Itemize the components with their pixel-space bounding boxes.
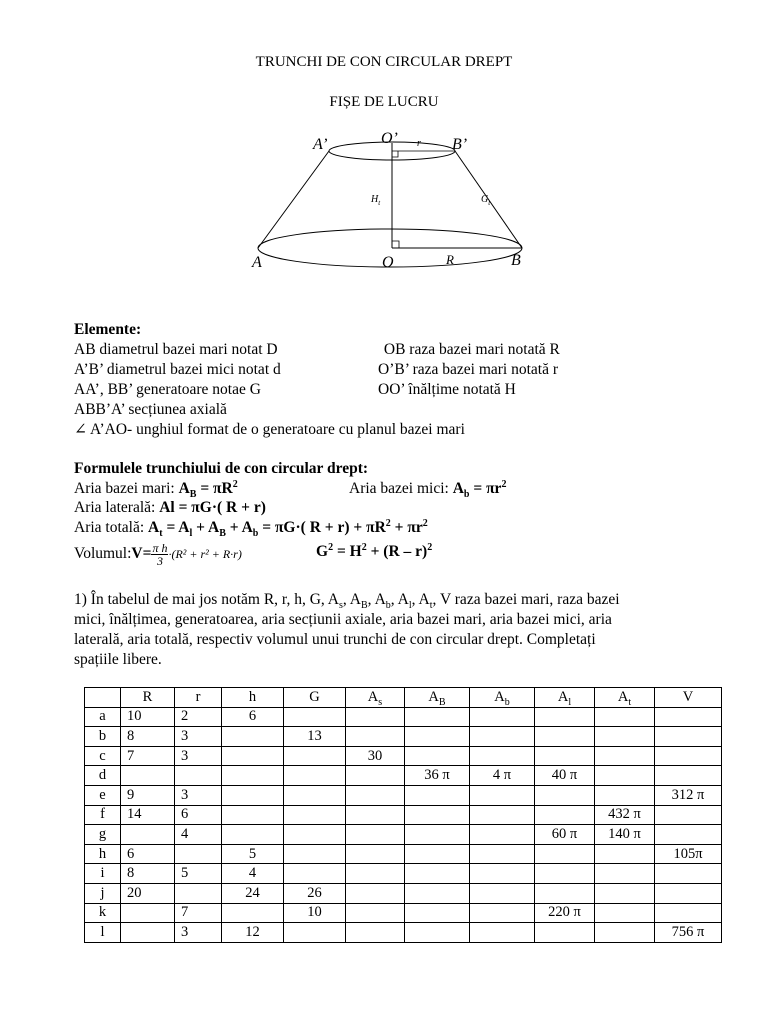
element-line-3: AA’, BB’ generatoare notae G bbox=[74, 381, 261, 398]
table-cell[interactable] bbox=[222, 805, 284, 825]
table-cell[interactable] bbox=[284, 864, 346, 884]
table-cell[interactable] bbox=[222, 785, 284, 805]
table-cell[interactable] bbox=[655, 707, 722, 727]
table-cell[interactable]: 756 π bbox=[655, 923, 722, 943]
exercise-line-1: 1) În tabelul de mai jos notăm R, r, h, G, $A_s$, $A_B$, $A_b$, $A_l$, $A_t$, V raza bazei mari, raza bazei bbox=[74, 591, 620, 612]
formula-total: Aria totală: $A_t = A_l + A_B + A_b = \pi G\cdot$( $R + r) + \pi R^2 + \pi r^2$ bbox=[74, 517, 428, 540]
table-row bbox=[85, 805, 722, 825]
table-cell[interactable]: 5 bbox=[222, 844, 284, 864]
table-cell[interactable]: 8 bbox=[121, 727, 175, 747]
table-cell[interactable] bbox=[595, 903, 655, 923]
table-cell[interactable] bbox=[655, 766, 722, 786]
table-cell[interactable] bbox=[346, 844, 405, 864]
table-cell[interactable] bbox=[595, 785, 655, 805]
table-cell[interactable] bbox=[470, 805, 535, 825]
table-cell[interactable] bbox=[405, 785, 470, 805]
label-a: A bbox=[252, 254, 262, 271]
table-header-cell: $A_B$ bbox=[405, 688, 470, 708]
table-cell[interactable] bbox=[346, 727, 405, 747]
table-header-cell: $A_s$ bbox=[346, 688, 405, 708]
right-angle-top bbox=[392, 151, 398, 157]
table-header-row bbox=[85, 688, 722, 708]
table-cell[interactable]: 140 π bbox=[595, 825, 655, 845]
table-cell[interactable] bbox=[535, 923, 595, 943]
table-cell[interactable]: 40 π bbox=[535, 766, 595, 786]
table-cell[interactable] bbox=[405, 923, 470, 943]
formula-generator: $G^2 = H^2 + (R - r)^2$ bbox=[316, 541, 433, 560]
table-cell[interactable] bbox=[284, 746, 346, 766]
document-subtitle: FIȘE DE LUCRU bbox=[329, 94, 439, 110]
table-cell[interactable] bbox=[405, 844, 470, 864]
table-cell[interactable]: 7 bbox=[121, 746, 175, 766]
table-cell[interactable]: 4 bbox=[222, 864, 284, 884]
element-line-4: ABB’A’ secțiunea axială bbox=[74, 401, 227, 418]
table-cell[interactable]: 4 bbox=[175, 825, 222, 845]
table-cell[interactable] bbox=[346, 923, 405, 943]
table-cell[interactable] bbox=[655, 727, 722, 747]
label-o: O bbox=[382, 254, 394, 271]
table-cell[interactable]: 7 bbox=[175, 903, 222, 923]
table-cell[interactable] bbox=[470, 923, 535, 943]
table-row bbox=[85, 727, 722, 747]
table-row-label: f bbox=[85, 805, 121, 825]
table-cell[interactable] bbox=[121, 903, 175, 923]
table-cell[interactable] bbox=[405, 864, 470, 884]
table-cell[interactable]: 30 bbox=[346, 746, 405, 766]
table-cell[interactable]: 220 π bbox=[535, 903, 595, 923]
table-cell[interactable]: 26 bbox=[284, 883, 346, 903]
table-row-label: g bbox=[85, 825, 121, 845]
table-cell[interactable] bbox=[595, 766, 655, 786]
table-cell[interactable]: 8 bbox=[121, 864, 175, 884]
element-line-1: AB diametrul bazei mari notat D bbox=[74, 341, 278, 358]
table-cell[interactable] bbox=[655, 805, 722, 825]
table-header-cell bbox=[85, 688, 121, 708]
table-cell[interactable]: 6 bbox=[121, 844, 175, 864]
table-row-label: d bbox=[85, 766, 121, 786]
table-row bbox=[85, 825, 722, 845]
table-cell[interactable]: 6 bbox=[175, 805, 222, 825]
table-cell[interactable] bbox=[222, 825, 284, 845]
table-cell[interactable]: 14 bbox=[121, 805, 175, 825]
table-row bbox=[85, 766, 722, 786]
table-cell[interactable]: 3 bbox=[175, 785, 222, 805]
table-cell[interactable] bbox=[535, 805, 595, 825]
formula-base-big: Aria bazei mari: $A_B = \pi R^2$ bbox=[74, 478, 238, 501]
volume-expression: ·(R² + r² + R·r) bbox=[168, 547, 242, 561]
table-cell[interactable] bbox=[284, 805, 346, 825]
table-cell[interactable] bbox=[175, 883, 222, 903]
table-cell[interactable] bbox=[470, 903, 535, 923]
exercise-table bbox=[84, 687, 722, 943]
table-cell[interactable]: 24 bbox=[222, 883, 284, 903]
table-header-cell: G bbox=[284, 688, 346, 708]
table-cell[interactable] bbox=[595, 746, 655, 766]
table-cell[interactable] bbox=[655, 825, 722, 845]
table-cell[interactable]: 60 π bbox=[535, 825, 595, 845]
table-header-cell: $A_b$ bbox=[470, 688, 535, 708]
table-row bbox=[85, 707, 722, 727]
table-cell[interactable]: 2 bbox=[175, 707, 222, 727]
table-cell[interactable] bbox=[405, 707, 470, 727]
table-cell[interactable]: 5 bbox=[175, 864, 222, 884]
element-right-line-2: O’B’ raza bazei mari notată r bbox=[378, 361, 559, 378]
table-cell[interactable] bbox=[405, 805, 470, 825]
table-cell[interactable]: 4 π bbox=[470, 766, 535, 786]
table-cell[interactable] bbox=[222, 727, 284, 747]
label-r-big: R bbox=[446, 252, 454, 267]
table-cell[interactable] bbox=[284, 844, 346, 864]
table-cell[interactable] bbox=[595, 707, 655, 727]
table-cell[interactable] bbox=[405, 727, 470, 747]
volume-fraction: $\frac{\text{π h}}{3}$ bbox=[152, 540, 168, 568]
table-cell[interactable] bbox=[655, 746, 722, 766]
table-row-label: e bbox=[85, 785, 121, 805]
generator-left bbox=[258, 151, 329, 248]
label-r-small: r bbox=[417, 138, 421, 149]
label-b: B bbox=[511, 252, 521, 269]
table-cell[interactable] bbox=[346, 785, 405, 805]
table-cell[interactable] bbox=[470, 727, 535, 747]
table-cell[interactable] bbox=[121, 766, 175, 786]
table-cell[interactable] bbox=[346, 825, 405, 845]
table-cell[interactable]: 6 bbox=[222, 707, 284, 727]
label-height: $H_t$ bbox=[371, 194, 381, 207]
table-cell[interactable] bbox=[405, 883, 470, 903]
table-cell[interactable] bbox=[405, 903, 470, 923]
table-cell[interactable] bbox=[405, 746, 470, 766]
table-cell[interactable] bbox=[470, 864, 535, 884]
table-cell[interactable] bbox=[222, 746, 284, 766]
table-cell[interactable] bbox=[346, 707, 405, 727]
table-header-cell: V bbox=[655, 688, 722, 708]
table-cell[interactable] bbox=[595, 923, 655, 943]
table-cell[interactable] bbox=[175, 844, 222, 864]
table-cell[interactable] bbox=[346, 805, 405, 825]
table-cell[interactable] bbox=[284, 766, 346, 786]
table-cell[interactable] bbox=[470, 707, 535, 727]
document-title: TRUNCHI DE CON CIRCULAR DREPT bbox=[255, 54, 513, 70]
table-cell[interactable] bbox=[595, 844, 655, 864]
table-header-cell: r bbox=[175, 688, 222, 708]
element-line-2: A’B’ diametrul bazei mici notat d bbox=[74, 361, 281, 378]
table-cell[interactable] bbox=[595, 883, 655, 903]
table-row bbox=[85, 923, 722, 943]
table-cell[interactable] bbox=[655, 864, 722, 884]
table-row bbox=[85, 785, 722, 805]
table-row-label: b bbox=[85, 727, 121, 747]
elements-heading: Elemente: bbox=[74, 321, 142, 338]
table-cell[interactable] bbox=[470, 883, 535, 903]
exercise-line-2: mici, înălțimea, generatoarea, aria secțiunii axiale, aria bazei mari, aria bazei mici, aria bbox=[74, 611, 612, 628]
table-row-label: h bbox=[85, 844, 121, 864]
table-row bbox=[85, 864, 722, 884]
table-cell[interactable] bbox=[535, 785, 595, 805]
table-row-label: c bbox=[85, 746, 121, 766]
table-cell[interactable]: 9 bbox=[121, 785, 175, 805]
table-cell[interactable] bbox=[346, 766, 405, 786]
table-cell[interactable] bbox=[470, 844, 535, 864]
table-cell[interactable] bbox=[535, 707, 595, 727]
right-angle-bottom bbox=[392, 241, 399, 248]
table-cell[interactable]: 36 π bbox=[405, 766, 470, 786]
table-cell[interactable] bbox=[535, 864, 595, 884]
label-o-prime: O’ bbox=[381, 130, 398, 147]
table-row-label: i bbox=[85, 864, 121, 884]
exercise-line-4: spațiile libere. bbox=[74, 651, 162, 668]
table-cell[interactable] bbox=[346, 864, 405, 884]
label-a-prime: A’ bbox=[313, 136, 328, 153]
table-header-cell: $A_t$ bbox=[595, 688, 655, 708]
table-row bbox=[85, 883, 722, 903]
table-header-cell: h bbox=[222, 688, 284, 708]
table-cell[interactable] bbox=[175, 766, 222, 786]
table-row-label: j bbox=[85, 883, 121, 903]
table-cell[interactable] bbox=[284, 707, 346, 727]
table-row-label: a bbox=[85, 707, 121, 727]
table-cell[interactable] bbox=[346, 883, 405, 903]
table-cell[interactable] bbox=[121, 825, 175, 845]
table-row-label: l bbox=[85, 923, 121, 943]
table-header-cell: R bbox=[121, 688, 175, 708]
table-cell[interactable] bbox=[222, 766, 284, 786]
table-cell[interactable]: 10 bbox=[121, 707, 175, 727]
formula-base-small: Aria bazei mici: $A_b = \pi r^2$ bbox=[349, 478, 507, 501]
table-cell[interactable] bbox=[346, 903, 405, 923]
label-generator: $G_t$ bbox=[481, 194, 491, 207]
element-right-line-3: OO’ înălțime notată H bbox=[378, 381, 516, 398]
table-cell[interactable] bbox=[535, 844, 595, 864]
table-cell[interactable]: 105π bbox=[655, 844, 722, 864]
table-cell[interactable]: 312 π bbox=[655, 785, 722, 805]
table-cell[interactable] bbox=[470, 785, 535, 805]
table-cell[interactable]: 12 bbox=[222, 923, 284, 943]
table-cell[interactable] bbox=[470, 825, 535, 845]
table-header-cell: $A_l$ bbox=[535, 688, 595, 708]
table-cell[interactable]: 3 bbox=[175, 923, 222, 943]
table-cell[interactable] bbox=[405, 825, 470, 845]
formulas-heading: Formulele trunchiului de con circular drept: bbox=[74, 460, 369, 477]
table-cell[interactable] bbox=[535, 883, 595, 903]
table-row bbox=[85, 844, 722, 864]
table-cell[interactable] bbox=[655, 883, 722, 903]
table-cell[interactable]: 3 bbox=[175, 727, 222, 747]
table-cell[interactable] bbox=[595, 727, 655, 747]
table-cell[interactable] bbox=[284, 825, 346, 845]
label-b-prime: B’ bbox=[452, 136, 468, 153]
element-right-line-1: OB raza bazei mari notată R bbox=[380, 341, 560, 358]
table-cell[interactable] bbox=[535, 746, 595, 766]
table-row bbox=[85, 746, 722, 766]
exercise-line-3: laterală, aria totală, respectiv volumul unui trunchi de con circular drept. Completați bbox=[74, 631, 596, 648]
element-line-5: ∠ A’AO- unghiul format de o generatoare cu planul bazei mari bbox=[74, 421, 465, 438]
table-cell[interactable] bbox=[655, 903, 722, 923]
table-cell[interactable] bbox=[284, 923, 346, 943]
table-cell[interactable]: 10 bbox=[284, 903, 346, 923]
table-row bbox=[85, 903, 722, 923]
table-cell[interactable]: 432 π bbox=[595, 805, 655, 825]
table-cell[interactable]: 20 bbox=[121, 883, 175, 903]
table-body bbox=[85, 707, 722, 942]
table-cell[interactable] bbox=[222, 903, 284, 923]
table-cell[interactable] bbox=[535, 727, 595, 747]
table-cell[interactable] bbox=[595, 864, 655, 884]
table-cell[interactable] bbox=[121, 923, 175, 943]
table-row-label: k bbox=[85, 903, 121, 923]
table-cell[interactable]: 13 bbox=[284, 727, 346, 747]
formula-volume: Volumul: V= $\frac{\text{π h}}{3}$ ·(R² + r² + R·r) bbox=[74, 540, 242, 568]
formula-lateral: Aria laterală: Al = πG·( R + r) bbox=[74, 499, 266, 516]
table-cell[interactable] bbox=[284, 785, 346, 805]
table-cell[interactable] bbox=[470, 746, 535, 766]
table-cell[interactable]: 3 bbox=[175, 746, 222, 766]
